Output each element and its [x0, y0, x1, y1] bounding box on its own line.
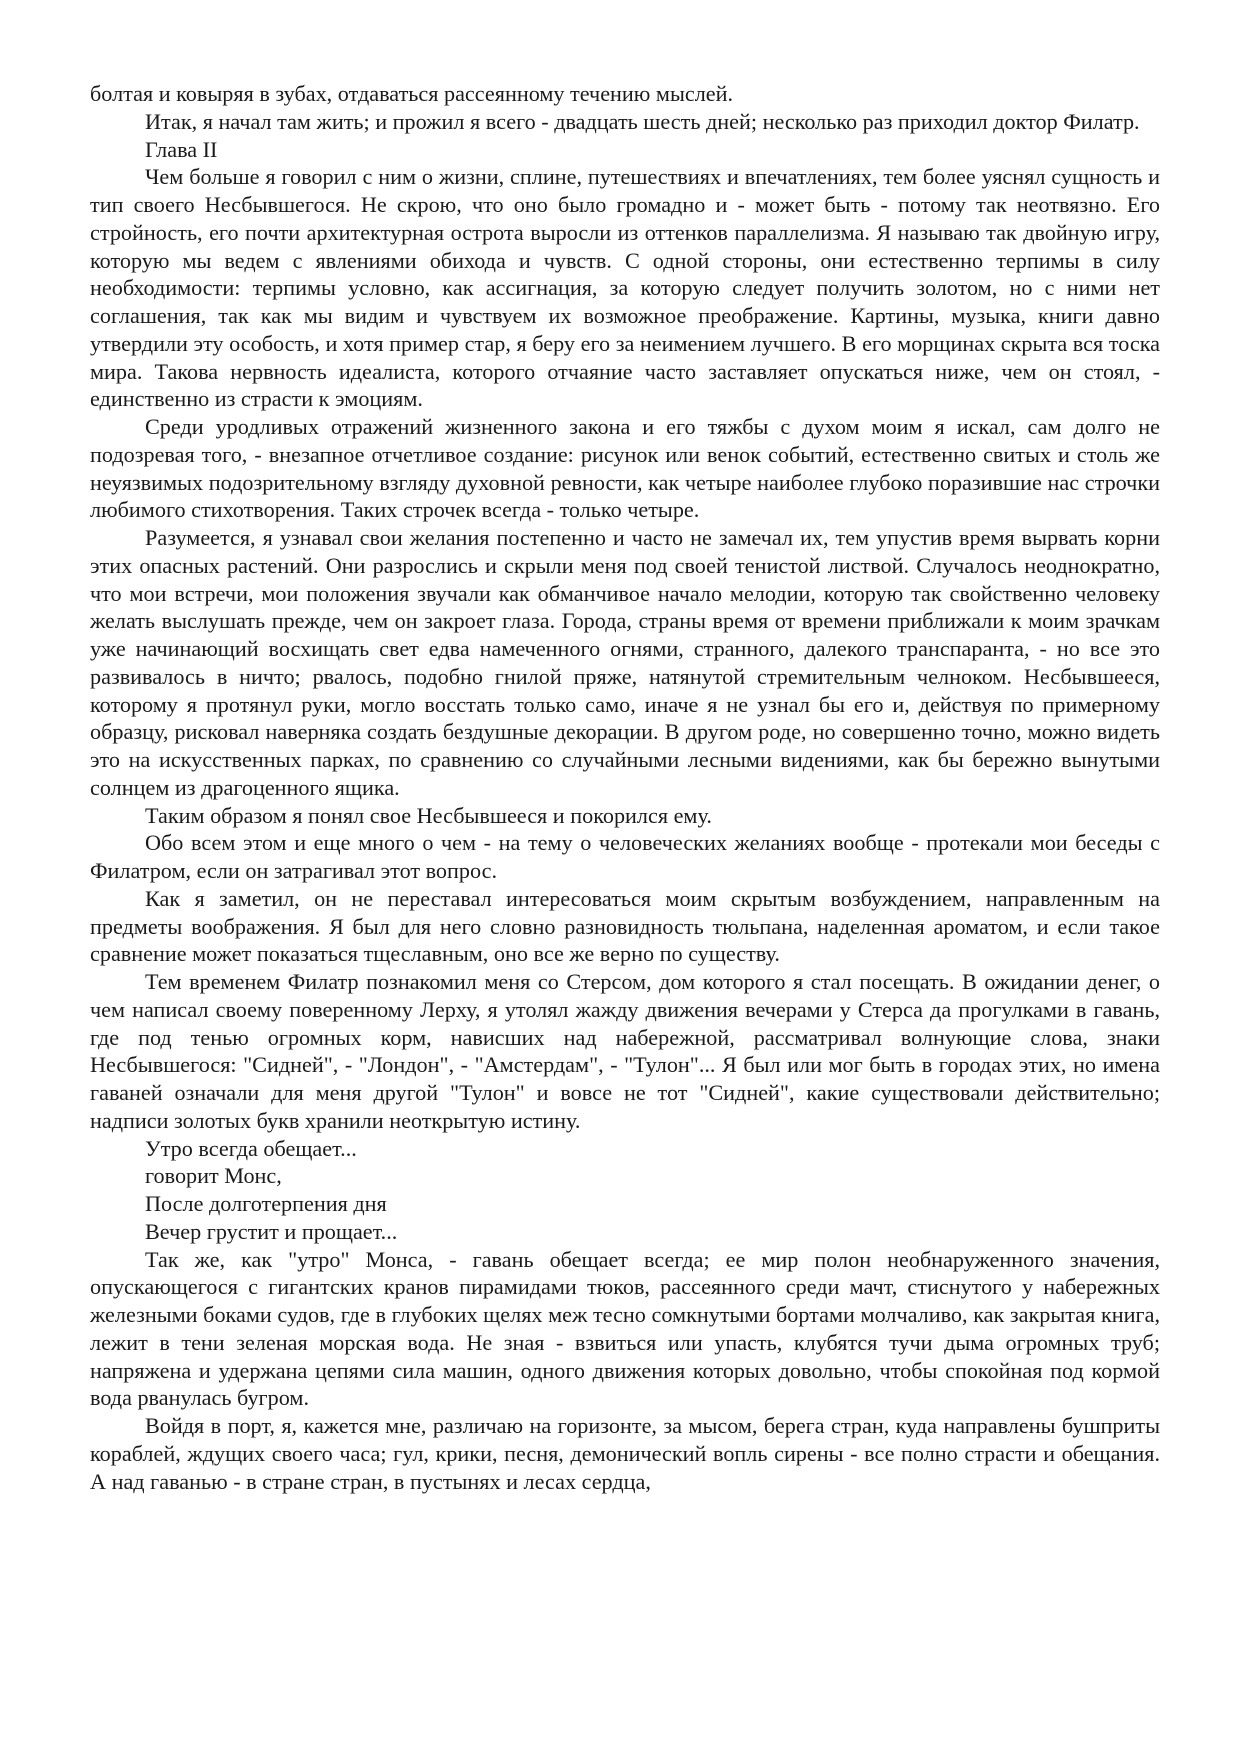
verse-line-3: Вечер грустит и прощает...: [145, 1218, 398, 1244]
paragraph-parallelism: Чем больше я говорил с ним о жизни, сплине, путешествиях и впечатлениях, тем более уяснял сущность и тип своего Несбывшегося. Не скрою, что оно было громадно и - может быть - потому так неотвязно. Его стройность, его почти архитектурная острота выросли из оттенков параллелизма. Я называю так двойную игру, которую мы ведем с явлениями обихода и чувств. С одной стороны, они естественно терпимы в силу необходимости: терпимы условно, как ассигнация, за которую следует получить золотом, но с ними нет соглашения, так как мы видим и чувствуем их возможное преображение. Картины, музыка, книги давно утвердили эту особость, и хотя пример стар, я беру его за неимением лучшего. В его морщинах скрыта вся тоска мира. Такова нервность идеалиста, которого отчаяние часто заставляет опускаться ниже, чем он стоял, - единственно из страсти к эмоциям.: [90, 164, 1160, 412]
paragraph-sters-harbor: Тем временем Филатр познакомил меня со Стерсом, дом которого я стал посещать. В ожидании денег, о чем написал своему поверенному Лерху, я утолял жажду движения вечерами у Стерса да прогулками в гавань, где под тенью огромных корм, нависших над набережной, рассматривал волнующие слова, знаки Несбывшегося: "Сидней", - "Лондон", - "Амстердам", - "Тулон"... Я был или мог быть в городах этих, но имена гаваней означали для меня другой "Тулон" и вовсе не тот "Сидней", какие существовали действительно; надписи золотых букв хранили неоткрытую истину.: [90, 969, 1160, 1133]
paragraph-harbor-promise: Так же, как "утро" Монса, - гавань обещает всегда; ее мир полон необнаруженного значения, опускающегося с гигантских кранов пирамидами тюков, рассеянного среди мачт, стиснутого у набережных железными боками судов, где в глубоких щелях меж тесно сомкнутыми бортами молчаливо, как закрытая книга, лежит в тени зеленая морская вода. Не зная - взвиться или упасть, клубятся тучи дыма огромных труб; напряжена и удержана цепями сила машин, одного движения которых довольно, чтобы спокойная под кормой вода рванулась бугром.: [90, 1246, 1160, 1411]
paragraph-tulip: Как я заметил, он не переставал интересоваться моим скрытым возбуждением, направленным на предметы воображения. Я был для него словно разновидность тюльпана, наделенная ароматом, и если такое сравнение может показаться тщеславным, оно все же верно по существу.: [90, 885, 1160, 967]
verse-attribution: говорит Монс,: [145, 1163, 282, 1189]
paragraph-four-lines: Среди уродливых отражений жизненного закона и его тяжбы с духом моим я искал, сам долго не подозревая того, - внезапное отчетливое создание: рисунок или венок событий, естественно свитых и столь же неуязвимых подозрительному взгляду духовной ревности, как четыре наиболее глубоко поразившие нас строчки любимого стихотворения. Таких строчек всегда - только четыре.: [90, 414, 1160, 523]
paragraph-conversations: Обо всем этом и еще много о чем - на тему о человеческих желаниях вообще - протекали мои беседы с Филатром, если он затрагивал этот вопрос.: [90, 830, 1160, 883]
verse-line-1: Утро всегда обещает...: [145, 1135, 357, 1161]
paragraph-started-living: Итак, я начал там жить; и прожил я всего - двадцать шесть дней; несколько раз приходил доктор Филатр.: [145, 108, 1140, 134]
chapter-heading: Глава II: [145, 136, 218, 162]
document-page: [90, 80, 1160, 1495]
verse-line-2: После долготерпения дня: [145, 1191, 387, 1216]
paragraph-entering-port: Войдя в порт, я, кажется мне, различаю на горизонте, за мысом, берега стран, куда направлены бушприты кораблей, ждущих своего часа; гул, крики, песня, демонический вопль сирены - все полно страсти и обещания. А над гаванью - в стране стран, в пустынях и лесах сердца,: [90, 1413, 1160, 1494]
paragraph-continuation: болтая и ковыряя в зубах, отдаваться рассеянному течению мыслей.: [90, 81, 734, 106]
paragraph-understood: Таким образом я понял свое Несбывшееся и покорился ему.: [145, 802, 712, 828]
paragraph-desires: Разумеется, я узнавал свои желания постепенно и часто не замечал их, тем упустив время вырвать корни этих опасных растений. Они разрослись и скрыли меня под своей тенистой листвой. Случалось неоднократно, что мои встречи, мои положения звучали как обманчивое начало мелодии, которую так свойственно человеку желать выслушать прежде, чем он закроет глаза. Города, страны время от времени приближали к моим зрачкам уже начинающий восхищать свет едва намеченного огнями, странного, далекого транспаранта, - но все это развивалось в ничто; рвалось, подобно гнилой пряже, натянутой стремительным челноком. Несбывшееся, которому я протянул руки, могло восстать только само, иначе я не узнал бы его и, действуя по примерному образцу, рисковал наверняка создать бездушные декорации. В другом роде, но совершенно точно, можно видеть это на искусственных парках, по сравнению со случайными лесными видениями, как бы бережно вынутыми солнцем из драгоценного ящика.: [90, 525, 1160, 800]
